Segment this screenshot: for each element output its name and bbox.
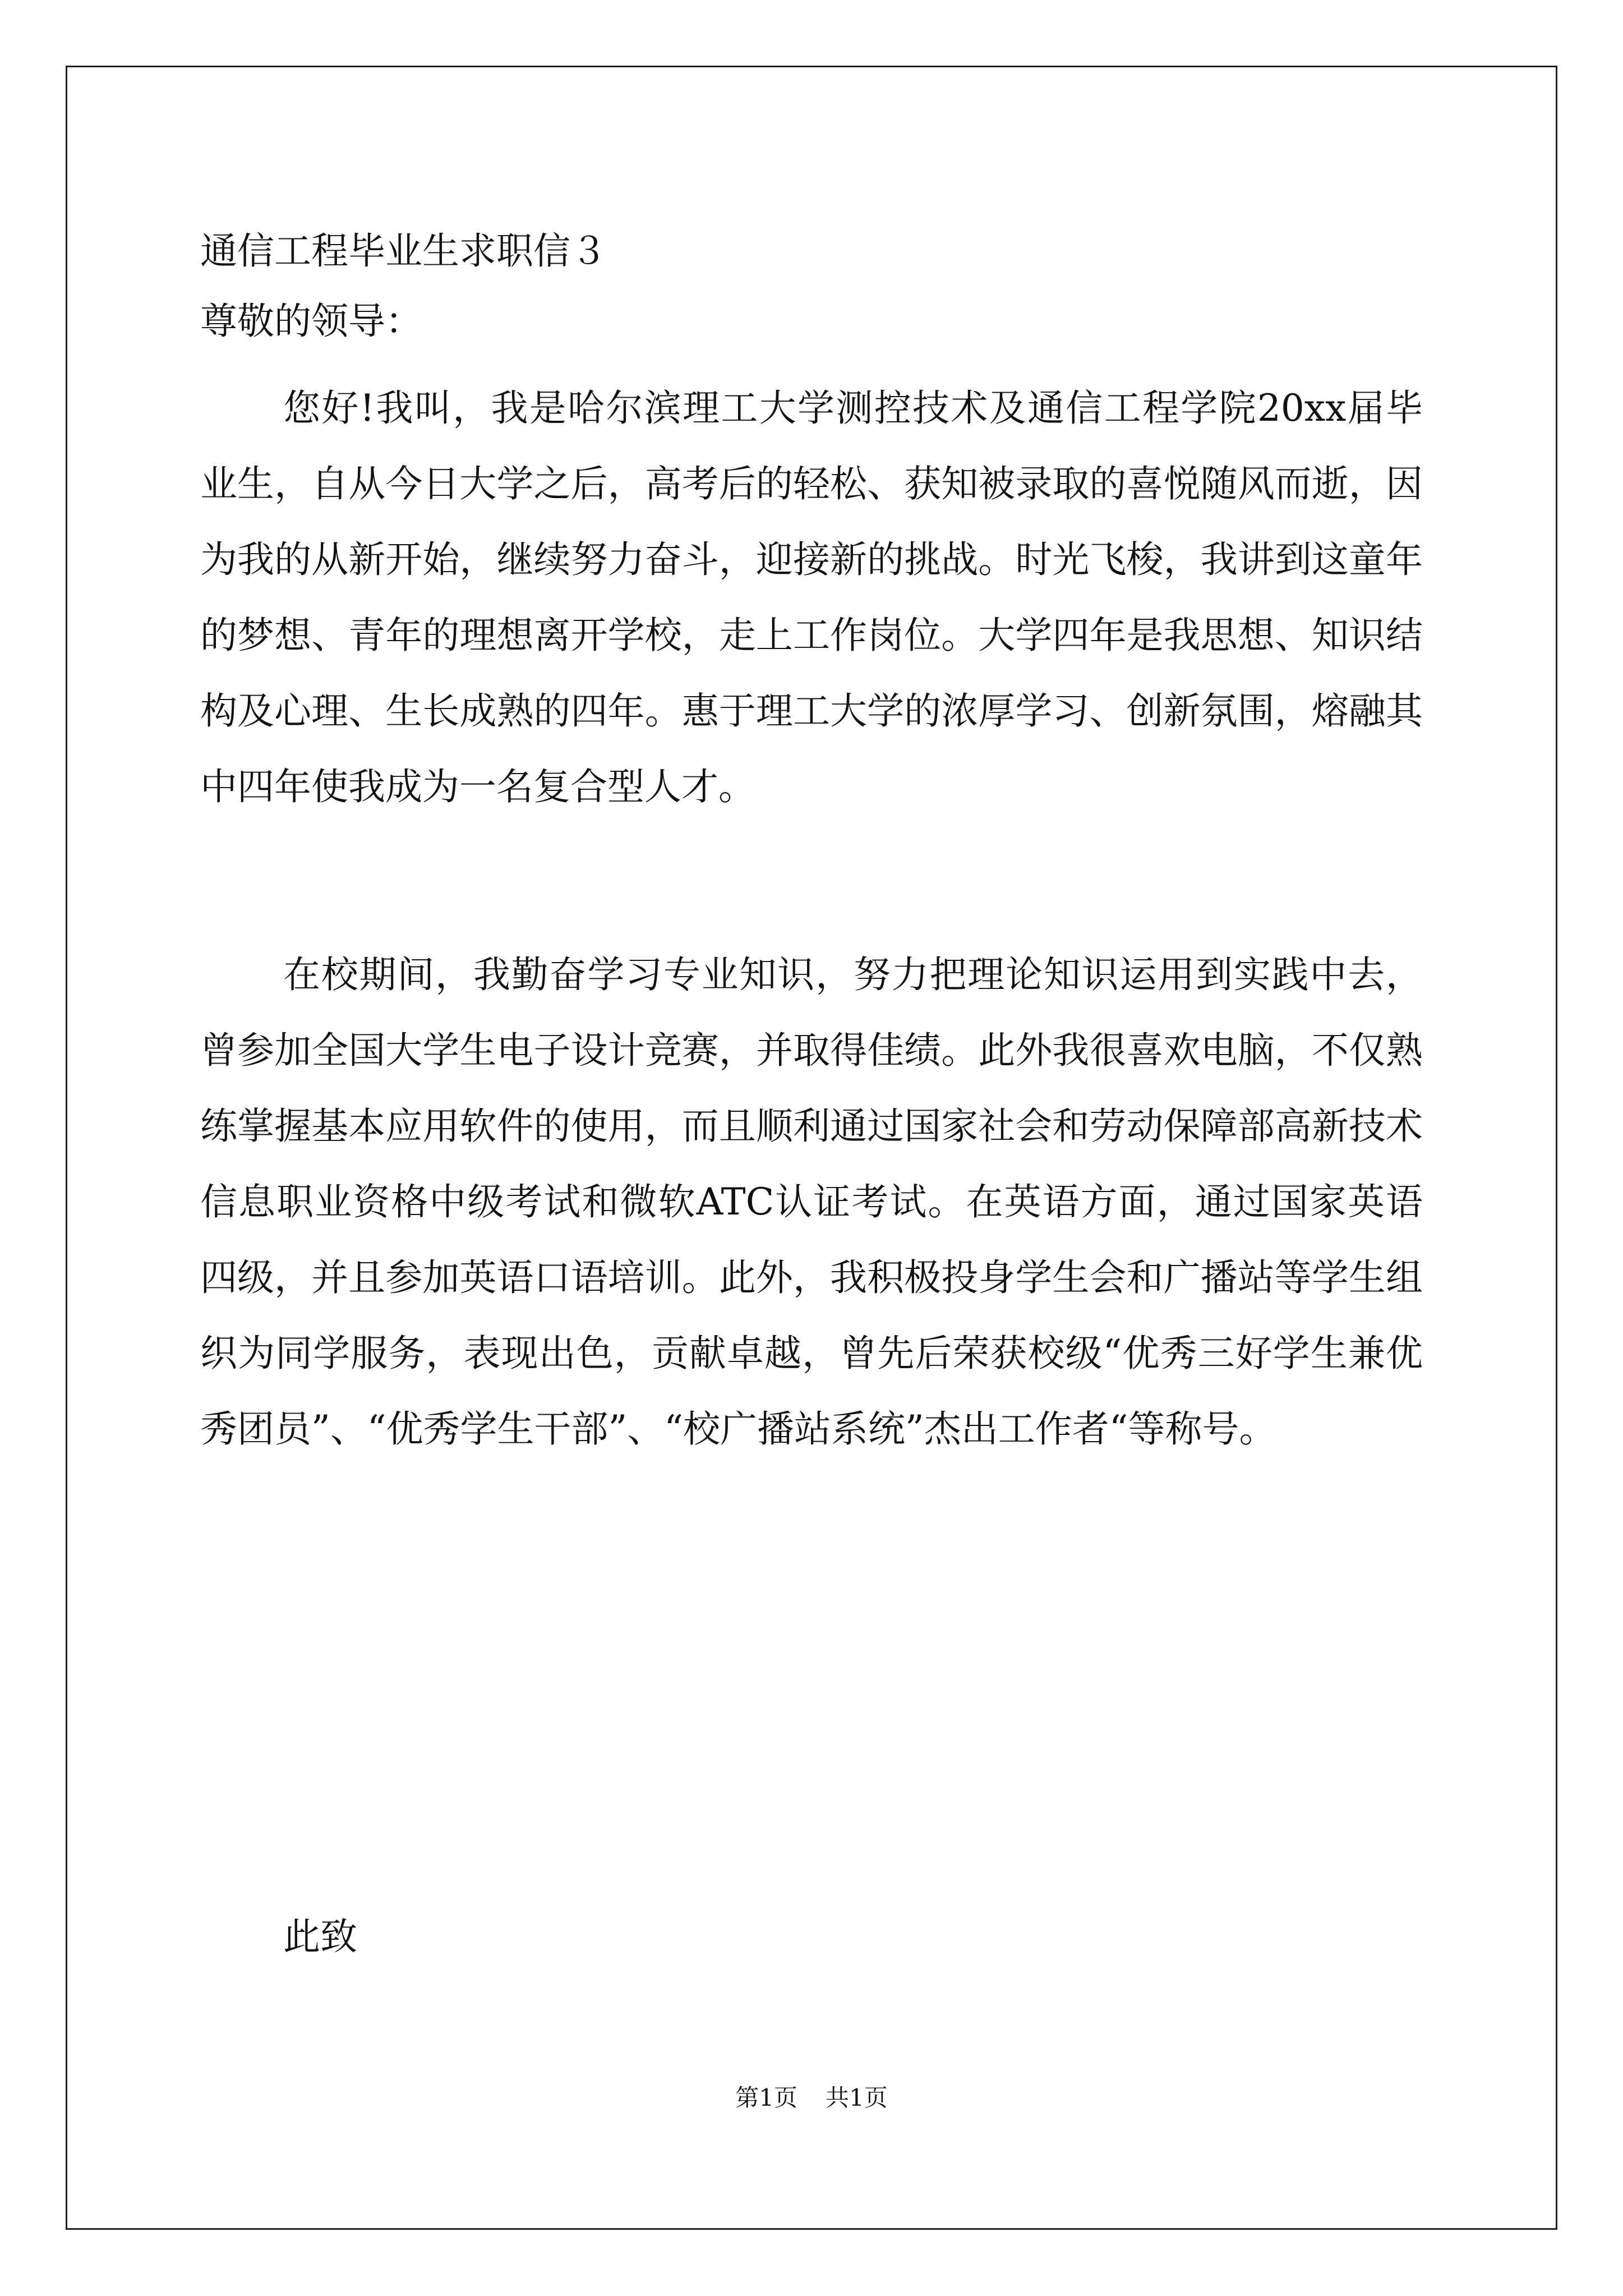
closing: 此致 [283,1915,357,1958]
body-paragraph-1: 您好!我叫，我是哈尔滨理工大学测控技术及通信工程学院20xx届毕业生，自从今日大学之后，高考后的轻松、获知被录取的喜悦随风而逝，因为我的从新开始，继续努力奋斗，迎接新的挑战。时光飞梭，我讲到这童年的梦想、青年的理想离开学校，走上工作岗位。大学四年是我思想、知识结构及心理、生长成熟的四年。惠于理工大学的浓厚学习、创新氛围，熔融其中四年使我成为一名复合型人才。 [200,386,1423,808]
page-footer [0,2081,1623,2115]
salutation: 尊敬的领导： [200,300,422,343]
page-number-total: 共1页 [826,2084,888,2111]
document-title: 通信工程毕业生求职信３ [200,229,607,273]
body-paragraph-2: 在校期间，我勤奋学习专业知识，努力把理论知识运用到实践中去，曾参加全国大学生电子设计竞赛，并取得佳绩。此外我很喜欢电脑，不仅熟练掌握基本应用软件的使用，而且顺利通过国家社会和劳动保障部高新技术信息职业资格中级考试和微软ATC认证考试。在英语方面，通过国家英语四级，并且参加英语口语培训。此外，我积极投身学生会和广播站等学生组织为同学服务，表现出色，贡献卓越，曾先后荣获校级“优秀三好学生兼优秀团员”、“优秀学生干部”、“校广播站系统”杰出工作者“等称号。 [200,953,1423,1451]
page-number-current: 第1页 [735,2084,797,2111]
